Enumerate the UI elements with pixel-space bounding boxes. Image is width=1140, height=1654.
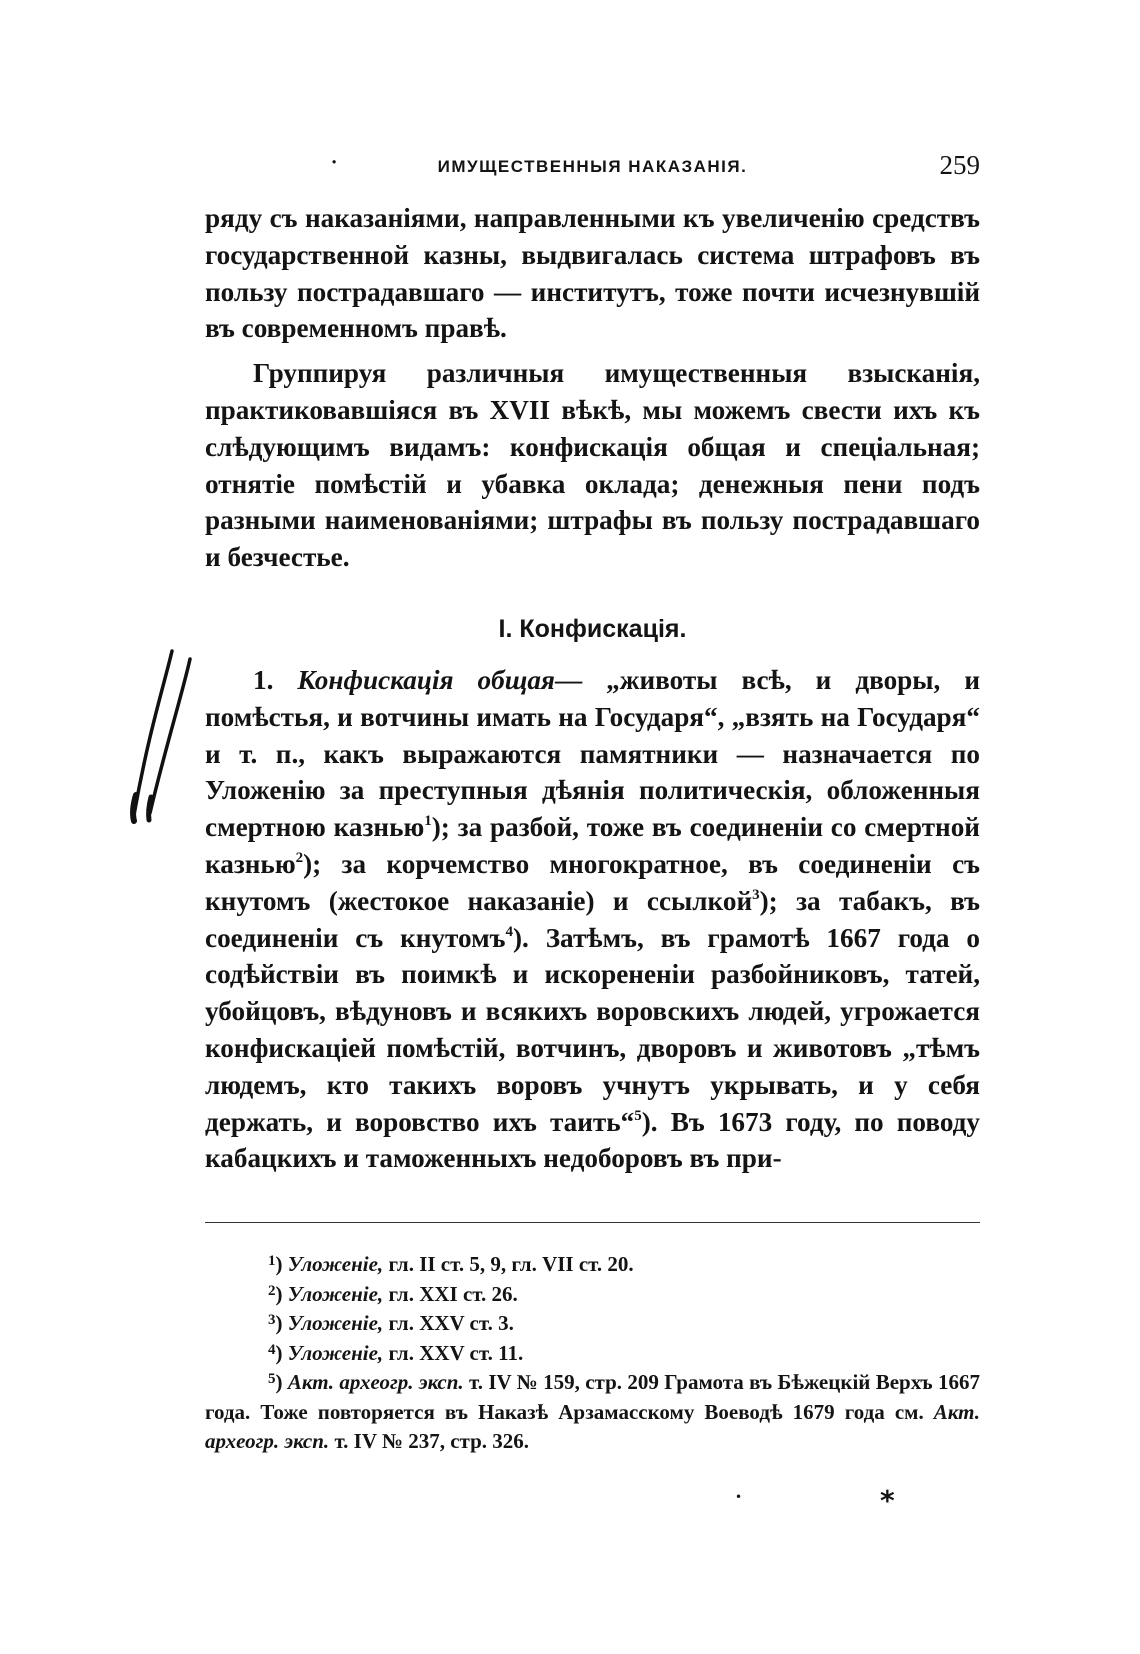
footnote-ref: 1 [424, 813, 432, 830]
footnote-number: 2 [268, 1282, 276, 1299]
footnote-divider [205, 1222, 980, 1223]
footnote-number: 5 [268, 1371, 276, 1387]
footnote-ref: 4 [505, 923, 513, 940]
paragraph-1: ряду съ наказаніями, направленными къ увеличенію средствъ государственной казны, выдвигалась система штрафовъ въ пользу пострадавшаго — институтъ, тоже почти исчезнувшій въ современномъ правѣ. [205, 203, 980, 344]
footnote-source: Уложеніе, [287, 1252, 384, 1276]
section-heading: I. Конфискація. [498, 614, 687, 643]
footnote-2: $^2$) Уложеніе, гл. XXI ст. 26. [268, 1281, 518, 1306]
paragraph-2: Группируя различныя имущественныя взысканія, практиковавшіяся въ XVII вѣкѣ, мы можемъ свести ихъ къ слѣдующимъ видамъ: конфискація общая и спеціальная; отнятіе помѣстій и убавка оклада; денежныя пени подъ разными наименованіями; штрафы въ пользу пострадавшаго и безчестье. [205, 358, 980, 573]
asterisk-mark: * [880, 1484, 895, 1517]
footnote-text: гл. XXV ст. 3. [383, 1311, 514, 1335]
footnote-1: $^1$) Уложеніе, гл. II ст. 5, 9, гл. VII ст. 20. [268, 1252, 634, 1276]
footnote-text: гл. XXV ст. 11. [383, 1340, 524, 1365]
main-text [205, 200, 980, 1177]
running-head: ИМУЩЕСТВЕННЫЯ НАКАЗАНІЯ. [437, 157, 748, 176]
italic-term: Конфискація общая [297, 664, 555, 695]
text-run: ); за корчемство многократное, въ соединеніи съ кнутомъ (жестокое наказаніе) и ссылкой [205, 848, 980, 916]
footnote-5: $^5$) Акт. археогр. эксп. т. IV № 159, стр. 209 Грамота въ Бѣжецкій Верхъ 1667 года. Тоже повторяется въ Наказѣ Арзамасскому Воеводѣ 1679 года см. Акт. археогр. эксп. т. IV № 237, стр. 326. [205, 1370, 981, 1453]
margin-stroke [134, 651, 172, 815]
margin-stroke [149, 797, 151, 820]
footnotes [205, 1250, 981, 1457]
footnote-source: Уложеніе, [287, 1311, 384, 1335]
footnote-3: $^3$) Уложеніе, гл. XXV ст. 3. [268, 1311, 514, 1335]
footnote-source: Акт. археогр. эксп. [287, 1370, 464, 1394]
footnote-ref: 2 [295, 849, 304, 866]
footnote-text: т. IV № 159, стр. 209 Грамота въ Бѣжецкій Верхъ 1667 года. Тоже повторяется въ Наказѣ Арзамасскому Воеводѣ 1679 года см. [205, 1370, 981, 1424]
text-run: — „животы всѣ, и дворы, и помѣстья, и вотчины имать на Государя“, „взять на Государя“ и т. п., какъ выражаются памятники — назначается по Уложенію за преступныя дѣянія политическія, обложенныя смертною казнью [205, 664, 981, 843]
page-number: 259 [939, 150, 980, 180]
text-run: ); за табакъ, въ соединеніи съ кнутомъ [205, 885, 980, 953]
footnote-ref: 3 [752, 886, 760, 903]
footnote-source: Уложеніе, [287, 1281, 384, 1306]
text-run: ); за разбой, тоже въ соединеніи со смертной казнью [205, 812, 980, 879]
footnote-source: Акт. археогр. эксп. [205, 1399, 980, 1453]
footnote-text: гл. II ст. 5, 9, гл. VII ст. 20. [383, 1252, 634, 1276]
page-header [205, 150, 980, 184]
item-number: 1. [253, 664, 274, 695]
speck: • [735, 1490, 743, 1504]
text-run: ). Затѣмъ, въ грамотѣ 1667 года о содѣйствіи въ поимкѣ и искорененіи разбойниковъ, татей, убойцовъ, вѣдуновъ и всякихъ воровскихъ людей, угрожается конфискаціей помѣстій, вотчинъ, дворовъ и животовъ „тѣмъ людемъ, кто такихъ воровъ учнутъ укрывать, и у себя держать, и воровство ихъ таить“ [205, 922, 981, 1137]
footnote-number: 1 [268, 1253, 276, 1269]
footnote-source: Уложеніе, [287, 1340, 384, 1365]
header-dot: · [330, 148, 339, 178]
footnote-ref: 5 [634, 1107, 642, 1124]
footnote-text: т. IV № 237, стр. 326. [329, 1429, 530, 1453]
margin-stroke [133, 795, 136, 821]
paragraph-3 [205, 662, 980, 1177]
footnote-4: $^4$) Уложеніе, гл. XXV ст. 11. [268, 1340, 524, 1365]
handwritten-margin-marks [120, 645, 200, 825]
footnote-number: 4 [268, 1341, 276, 1358]
footnote-text: гл. XXI ст. 26. [383, 1281, 518, 1306]
text-run: ). Въ 1673 году, по поводу кабацкихъ и таможенныхъ недоборовъ въ при- [205, 1106, 980, 1174]
footnote-number: 3 [268, 1312, 276, 1328]
margin-stroke [150, 659, 190, 813]
